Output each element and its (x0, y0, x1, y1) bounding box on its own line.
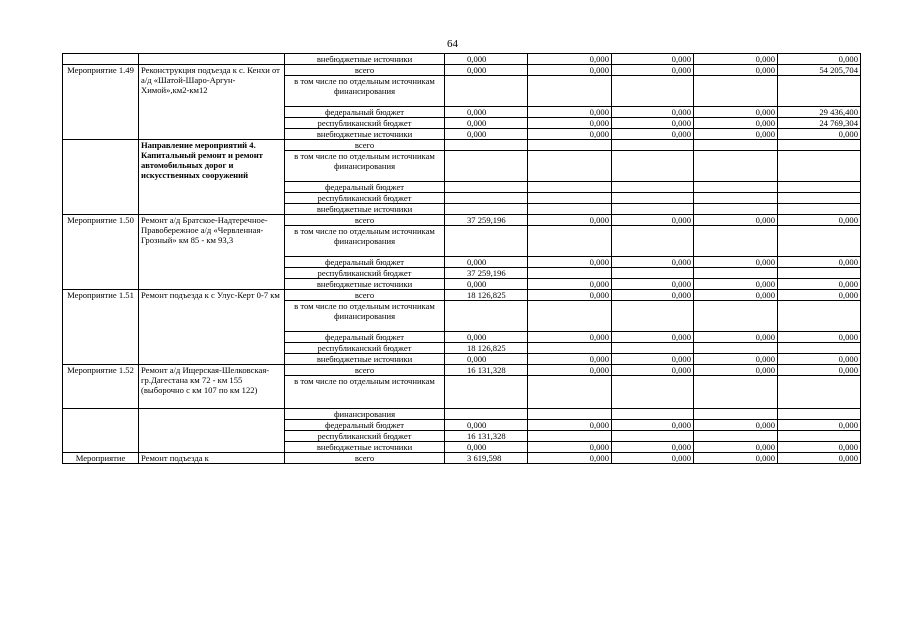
value-cell: 0,000 (612, 107, 694, 118)
value-cell (694, 431, 778, 442)
value-cell: 0,000 (694, 442, 778, 453)
activity-code: Мероприятие 1.50 (63, 215, 139, 290)
value-cell: 0,000 (778, 129, 861, 140)
value-cell: 0,000 (445, 65, 528, 76)
value-cell (445, 140, 528, 151)
value-cell: 0,000 (528, 354, 612, 365)
funding-source: в том числе по отдельным источникам (285, 376, 445, 409)
value-cell: 0,000 (778, 442, 861, 453)
value-cell: 29 436,400 (778, 107, 861, 118)
value-cell (612, 204, 694, 215)
value-cell: 0,000 (778, 332, 861, 343)
value-cell (445, 182, 528, 193)
table-row (63, 453, 861, 464)
value-cell (612, 409, 694, 420)
funding-source: внебюджетные источники (285, 279, 445, 290)
value-cell: 0,000 (694, 365, 778, 376)
activity-code: Мероприятие (63, 453, 139, 464)
value-cell: 0,000 (528, 290, 612, 301)
value-cell (612, 182, 694, 193)
value-cell (445, 151, 528, 182)
value-cell (612, 268, 694, 279)
funding-source: внебюджетные источники (285, 129, 445, 140)
value-cell (694, 301, 778, 332)
funding-source: всего (285, 453, 445, 464)
activity-code (63, 409, 139, 453)
value-cell (694, 140, 778, 151)
value-cell (612, 431, 694, 442)
value-cell (445, 409, 528, 420)
value-cell (528, 182, 612, 193)
funding-source: всего (285, 290, 445, 301)
value-cell: 0,000 (778, 279, 861, 290)
value-cell (778, 431, 861, 442)
value-cell: 0,000 (612, 279, 694, 290)
value-cell: 0,000 (612, 215, 694, 226)
value-cell (694, 151, 778, 182)
value-cell (778, 409, 861, 420)
funding-source: федеральный бюджет (285, 182, 445, 193)
activity-name: Ремонт подъезда к с Улус-Керт 0-7 км (139, 290, 285, 365)
value-cell (612, 140, 694, 151)
value-cell: 0,000 (528, 107, 612, 118)
value-cell: 0,000 (612, 365, 694, 376)
value-cell: 0,000 (528, 65, 612, 76)
value-cell (445, 226, 528, 257)
value-cell (612, 226, 694, 257)
value-cell (694, 193, 778, 204)
value-cell: 0,000 (778, 257, 861, 268)
value-cell: 0,000 (778, 215, 861, 226)
value-cell: 0,000 (445, 129, 528, 140)
value-cell: 37 259,196 (445, 268, 528, 279)
value-cell: 16 131,328 (445, 431, 528, 442)
activity-code (63, 140, 139, 215)
value-cell: 0,000 (445, 354, 528, 365)
value-cell: 0,000 (778, 354, 861, 365)
value-cell: 18 126,825 (445, 290, 528, 301)
value-cell: 0,000 (445, 420, 528, 431)
value-cell (612, 343, 694, 354)
value-cell (528, 301, 612, 332)
value-cell: 0,000 (445, 279, 528, 290)
value-cell: 0,000 (528, 215, 612, 226)
funding-source: внебюджетные источники (285, 354, 445, 365)
value-cell: 0,000 (612, 453, 694, 464)
value-cell (528, 431, 612, 442)
value-cell: 0,000 (612, 129, 694, 140)
value-cell (528, 204, 612, 215)
value-cell (528, 193, 612, 204)
value-cell (778, 226, 861, 257)
value-cell: 0,000 (612, 65, 694, 76)
value-cell (445, 76, 528, 107)
value-cell (528, 140, 612, 151)
value-cell: 0,000 (528, 442, 612, 453)
funding-source: финансирования (285, 409, 445, 420)
page-number: 64 (447, 38, 458, 50)
value-cell: 0,000 (528, 420, 612, 431)
funding-source: республиканский бюджет (285, 343, 445, 354)
value-cell: 0,000 (445, 442, 528, 453)
value-cell: 0,000 (694, 257, 778, 268)
table-row (63, 409, 861, 420)
value-cell (694, 226, 778, 257)
value-cell (778, 301, 861, 332)
activity-code: Мероприятие 1.49 (63, 65, 139, 140)
value-cell: 0,000 (445, 332, 528, 343)
value-cell (694, 204, 778, 215)
funding-source: всего (285, 365, 445, 376)
value-cell: 0,000 (445, 257, 528, 268)
funding-source: федеральный бюджет (285, 420, 445, 431)
value-cell: 0,000 (612, 118, 694, 129)
value-cell (612, 151, 694, 182)
value-cell (778, 204, 861, 215)
table-row (63, 365, 861, 376)
budget-table (62, 53, 861, 464)
value-cell (528, 376, 612, 409)
value-cell: 0,000 (778, 365, 861, 376)
table-row (63, 215, 861, 226)
value-cell (612, 301, 694, 332)
value-cell (694, 409, 778, 420)
activity-name: Ремонт подъезда к (139, 453, 285, 464)
value-cell: 0,000 (528, 365, 612, 376)
funding-source: в том числе по отдельным источникам финансирования (285, 301, 445, 332)
funding-source: в том числе по отдельным источникам финансирования (285, 226, 445, 257)
value-cell: 0,000 (612, 420, 694, 431)
funding-source: федеральный бюджет (285, 107, 445, 118)
funding-source: всего (285, 65, 445, 76)
activity-code: Мероприятие 1.52 (63, 365, 139, 409)
value-cell (612, 193, 694, 204)
funding-source: республиканский бюджет (285, 268, 445, 279)
value-cell (694, 182, 778, 193)
table-row (63, 290, 861, 301)
value-cell: 0,000 (694, 65, 778, 76)
value-cell: 0,000 (778, 420, 861, 431)
table-row (63, 65, 861, 76)
value-cell (694, 268, 778, 279)
section-heading: Направление мероприятий 4. Капитальный ремонт и ремонт автомобильных дорог и искусственных сооружений (139, 140, 285, 215)
funding-source: в том числе по отдельным источникам финансирования (285, 151, 445, 182)
value-cell (778, 76, 861, 107)
value-cell (445, 376, 528, 409)
funding-source: федеральный бюджет (285, 257, 445, 268)
funding-source: внебюджетные источники (285, 54, 445, 65)
funding-source: в том числе по отдельным источникам финансирования (285, 76, 445, 107)
value-cell: 0,000 (694, 107, 778, 118)
value-cell (528, 409, 612, 420)
value-cell: 24 769,304 (778, 118, 861, 129)
value-cell: 0,000 (528, 54, 612, 65)
value-cell: 0,000 (694, 420, 778, 431)
value-cell (694, 376, 778, 409)
value-cell: 0,000 (694, 118, 778, 129)
value-cell: 0,000 (612, 354, 694, 365)
funding-source: республиканский бюджет (285, 118, 445, 129)
value-cell (528, 343, 612, 354)
value-cell (445, 193, 528, 204)
value-cell (528, 151, 612, 182)
value-cell: 0,000 (528, 332, 612, 343)
value-cell (778, 182, 861, 193)
value-cell (528, 268, 612, 279)
value-cell: 54 205,704 (778, 65, 861, 76)
value-cell (778, 343, 861, 354)
value-cell (612, 376, 694, 409)
value-cell (445, 204, 528, 215)
value-cell: 0,000 (612, 332, 694, 343)
value-cell: 0,000 (694, 54, 778, 65)
funding-source: внебюджетные источники (285, 204, 445, 215)
value-cell: 0,000 (778, 453, 861, 464)
value-cell: 0,000 (445, 54, 528, 65)
value-cell: 0,000 (694, 279, 778, 290)
funding-source: республиканский бюджет (285, 193, 445, 204)
value-cell: 0,000 (694, 129, 778, 140)
value-cell: 0,000 (445, 107, 528, 118)
value-cell (612, 76, 694, 107)
funding-source: всего (285, 215, 445, 226)
table-row (63, 54, 861, 65)
value-cell (694, 76, 778, 107)
value-cell (778, 140, 861, 151)
activity-name (139, 409, 285, 453)
value-cell: 0,000 (528, 279, 612, 290)
value-cell: 37 259,196 (445, 215, 528, 226)
value-cell: 0,000 (528, 129, 612, 140)
funding-source: федеральный бюджет (285, 332, 445, 343)
value-cell: 0,000 (694, 215, 778, 226)
activity-code: Мероприятие 1.51 (63, 290, 139, 365)
value-cell: 0,000 (528, 257, 612, 268)
value-cell: 3 619,598 (445, 453, 528, 464)
value-cell (778, 193, 861, 204)
value-cell: 0,000 (528, 453, 612, 464)
value-cell: 18 126,825 (445, 343, 528, 354)
value-cell: 0,000 (612, 54, 694, 65)
funding-source: внебюджетные источники (285, 442, 445, 453)
funding-source: всего (285, 140, 445, 151)
value-cell: 0,000 (612, 290, 694, 301)
value-cell: 0,000 (778, 54, 861, 65)
value-cell (778, 268, 861, 279)
value-cell: 0,000 (612, 442, 694, 453)
value-cell: 16 131,328 (445, 365, 528, 376)
value-cell: 0,000 (694, 332, 778, 343)
activity-name (139, 54, 285, 65)
value-cell: 0,000 (612, 257, 694, 268)
activity-name: Реконструкция подъезда к с. Кенхи от а/д «Шатой-Шаро-Аргун-Химой»,км2-км12 (139, 65, 285, 140)
value-cell: 0,000 (778, 290, 861, 301)
table-row (63, 140, 861, 151)
value-cell: 0,000 (694, 354, 778, 365)
value-cell (778, 376, 861, 409)
value-cell: 0,000 (694, 290, 778, 301)
value-cell (694, 343, 778, 354)
value-cell: 0,000 (445, 118, 528, 129)
activity-name: Ремонт а/д Ищерская-Шелковская-гр.Дагестана км 72 - км 155 (выборочно с км 107 по км 122) (139, 365, 285, 409)
value-cell (528, 226, 612, 257)
activity-code (63, 54, 139, 65)
activity-name: Ремонт а/д Братское-Надтеречное-Правобережное а/д «Червленная-Грозный» км 85 - км 93,3 (139, 215, 285, 290)
funding-source: республиканский бюджет (285, 431, 445, 442)
value-cell (445, 301, 528, 332)
value-cell (528, 76, 612, 107)
value-cell (778, 151, 861, 182)
value-cell: 0,000 (528, 118, 612, 129)
value-cell: 0,000 (694, 453, 778, 464)
